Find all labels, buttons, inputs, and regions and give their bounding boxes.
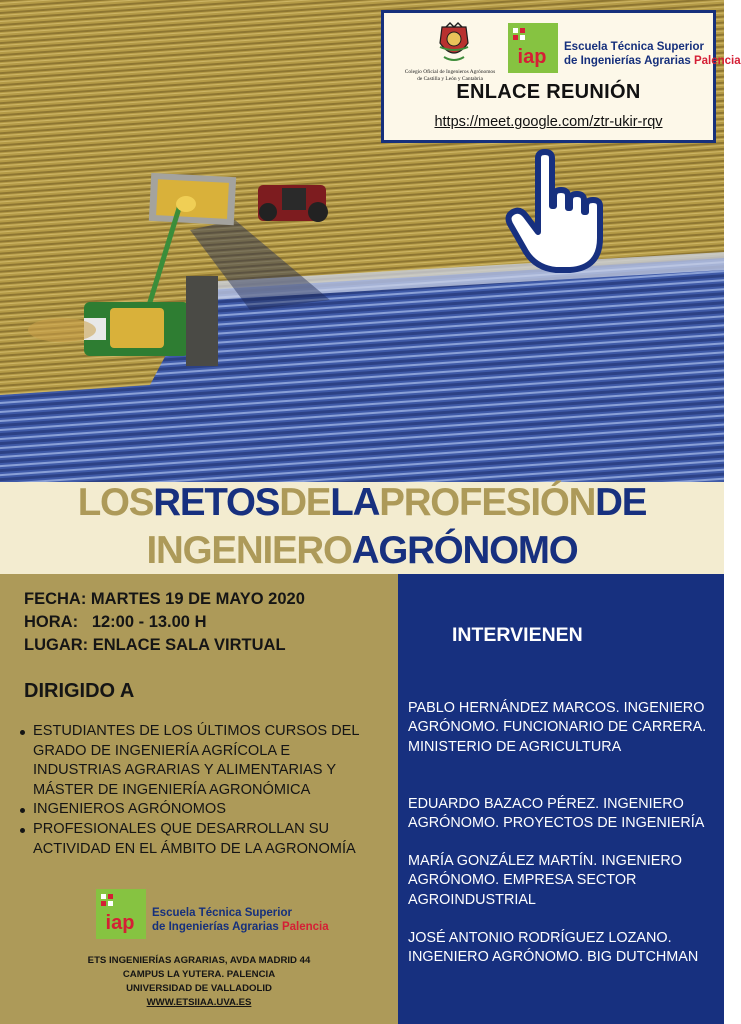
iap-logo-icon — [508, 23, 558, 73]
speakers-heading: INTERVIENEN — [452, 624, 583, 646]
audience-heading: DIRIGIDO A — [24, 680, 135, 702]
seal-icon — [436, 23, 472, 65]
meeting-link-title: ENLACE REUNIÓN — [456, 81, 641, 103]
event-title-line-1: LOSRETOSDELAPROFESIÓNDE — [77, 481, 647, 524]
event-place: LUGAR: ENLACE SALA VIRTUAL — [24, 636, 286, 654]
footer-school-name: Escuela Técnica Superior de Ingenierías Agrarias Palencia — [152, 907, 329, 933]
speaker-item: PABLO HERNÁNDEZ MARCOS. INGENIERO AGRÓNOMO. FUNCIONARIO DE CARRERA. MINISTERIO DE AGRICULTURA — [408, 700, 707, 755]
speaker-item: JOSÉ ANTONIO RODRÍGUEZ LOZANO. INGENIERO AGRÓNOMO. BIG DUTCHMAN — [408, 930, 699, 966]
footer-school-logo — [96, 889, 329, 941]
meeting-link-box — [381, 10, 741, 143]
footer-address-1: ETS INGENIERÍAS AGRARIAS, AVDA MADRID 44 — [87, 955, 311, 966]
iap-logo-text: iap — [517, 46, 547, 68]
list-item: INGENIEROS AGRÓNOMOS — [20, 800, 362, 820]
pointing-hand-icon — [504, 150, 608, 274]
speaker-item: EDUARDO BAZACO PÉREZ. INGENIERO AGRÓNOMO. PROYECTOS DE INGENIERÍA — [408, 796, 705, 832]
list-item: ESTUDIANTES DE LOS ÚLTIMOS CURSOS DEL GRADO DE INGENIERÍA AGRÍCOLA E INDUSTRIAS AGRARIAS Y ALIMENTARIAS Y MÁSTER DE INGENIERÍA AGRONÓMICA — [20, 722, 362, 800]
audience-list — [20, 722, 362, 859]
event-time: HORA: 12:00 - 13.00 H — [24, 613, 207, 631]
iap-logo-text: iap — [105, 912, 135, 934]
footer-address-3: UNIVERSIDAD DE VALLADOLID — [126, 983, 272, 994]
meeting-link-url[interactable]: https://meet.google.com/ztr-ukir-rqv — [434, 114, 663, 130]
footer-address-2: CAMPUS LA YUTERA. PALENCIA — [122, 969, 276, 980]
school-logo — [508, 23, 741, 75]
speaker-item: MARÍA GONZÁLEZ MARTÍN. INGENIERO AGRÓNOMO. EMPRESA SECTOR AGROINDUSTRIAL — [408, 853, 682, 908]
colegio-name: Colegio Oficial de Ingenieros Agrónomos de Castilla y León y Cantabria — [404, 69, 496, 82]
list-item: PROFESIONALES QUE DESARROLLAN SU ACTIVIDAD EN EL ÁMBITO DE LA AGRONOMÍA — [20, 820, 362, 859]
footer-website-link[interactable]: WWW.ETSIIAA.UVA.ES — [146, 997, 252, 1008]
event-date: FECHA: MARTES 19 DE MAYO 2020 — [24, 590, 305, 608]
school-name: Escuela Técnica Superior de Ingenierías Agrarias Palencia — [564, 41, 741, 67]
event-title-line-2: INGENIEROAGRÓNOMO — [146, 529, 578, 572]
iap-logo-icon — [96, 889, 146, 939]
